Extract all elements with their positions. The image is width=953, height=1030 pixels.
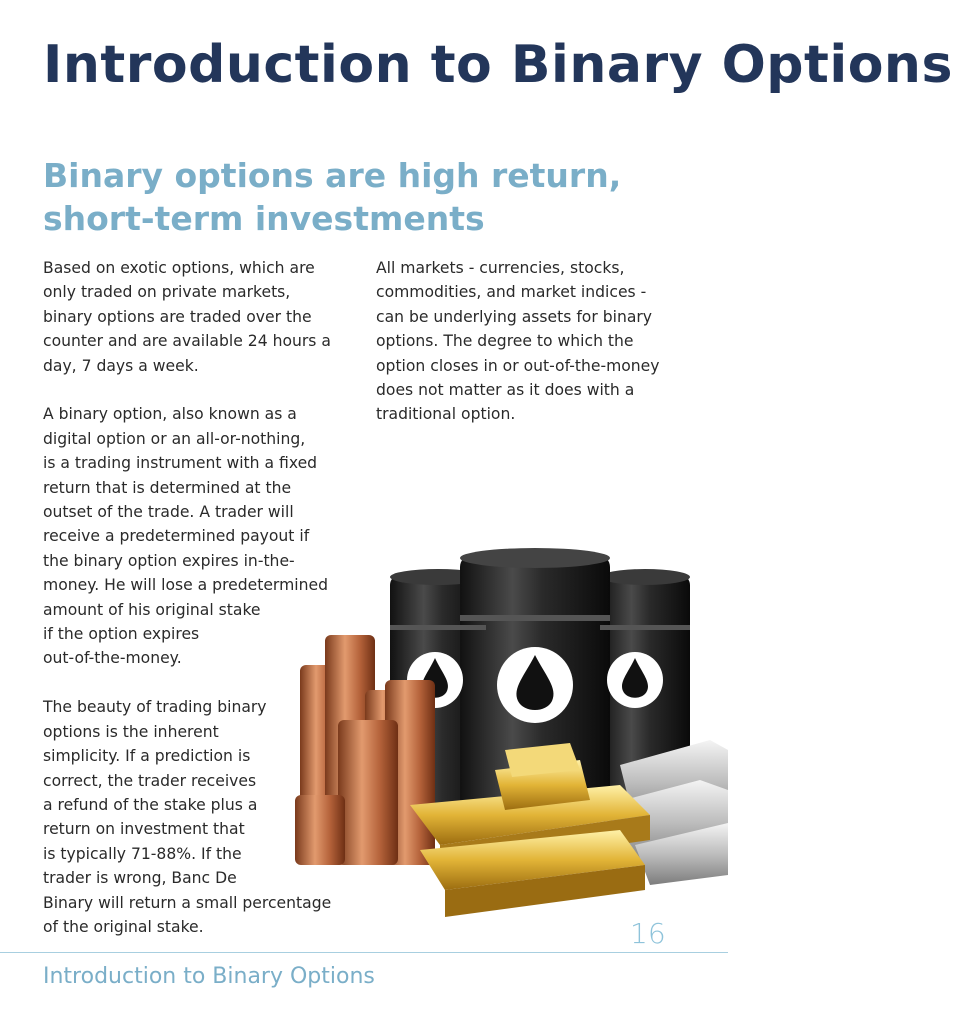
body-text-line: Binary will return a small percentage (43, 893, 332, 912)
footer-title: Introduction to Binary Options (43, 964, 375, 989)
body-text-line: traditional option. (376, 405, 516, 424)
left-column-text (43, 256, 331, 939)
body-text-line: options is the inherent (43, 722, 219, 741)
body-text-line: if the option expires (43, 625, 200, 644)
body-text-line: digital option or an all-or-nothing, (43, 429, 306, 448)
right-column-text (376, 256, 660, 427)
body-text-line: the binary option expires in-the- (43, 551, 295, 570)
body-text-line: does not matter as it does with a (376, 381, 635, 400)
body-text-line: return that is determined at the (43, 478, 292, 497)
body-text-line: options. The degree to which the (376, 332, 634, 351)
body-text-line: can be underlying assets for binary (376, 307, 653, 326)
body-text-line: only traded on private markets, (43, 283, 291, 302)
body-text-line: trader is wrong, Banc De (43, 869, 237, 888)
commodities-illustration (290, 545, 728, 930)
body-text-line: receive a predetermined payout if (43, 527, 310, 546)
body-text-line: Based on exotic options, which are (43, 259, 315, 277)
body-text-line: of the original stake. (43, 917, 204, 936)
page-title: Introduction to Binary Options (43, 35, 953, 95)
body-text-line: All markets - currencies, stocks, (376, 259, 625, 277)
section-subtitle (43, 154, 683, 240)
body-text-line: commodities, and market indices - (376, 283, 647, 302)
body-text-line: The beauty of trading binary (43, 698, 267, 717)
subtitle-line: short-term investments (43, 199, 485, 238)
body-text-line: return on investment that (43, 820, 245, 839)
footer-divider (0, 952, 728, 953)
page-number: 16 (630, 917, 666, 950)
body-text-line: A binary option, also known as a (43, 405, 297, 424)
body-text-line: money. He will lose a predetermined (43, 576, 328, 595)
body-text-line: day, 7 days a week. (43, 356, 199, 375)
body-text-line: a refund of the stake plus a (43, 795, 258, 814)
subtitle-line: Binary options are high return, (43, 156, 622, 195)
body-text-line: amount of his original stake (43, 600, 261, 619)
body-text-line: correct, the trader receives (43, 771, 257, 790)
body-text-line: binary options are traded over the (43, 307, 312, 326)
body-text-line: is typically 71-88%. If the (43, 844, 242, 863)
body-text-line: counter and are available 24 hours a (43, 332, 331, 351)
body-text-line: simplicity. If a prediction is (43, 747, 251, 766)
body-text-line (43, 671, 331, 695)
body-text-line: outset of the trade. A trader will (43, 503, 294, 522)
body-text-line: option closes in or out-of-the-money (376, 356, 660, 375)
body-text-line (43, 378, 331, 402)
body-text-line: out-of-the-money. (43, 649, 182, 668)
body-text-line: is a trading instrument with a fixed (43, 454, 318, 473)
